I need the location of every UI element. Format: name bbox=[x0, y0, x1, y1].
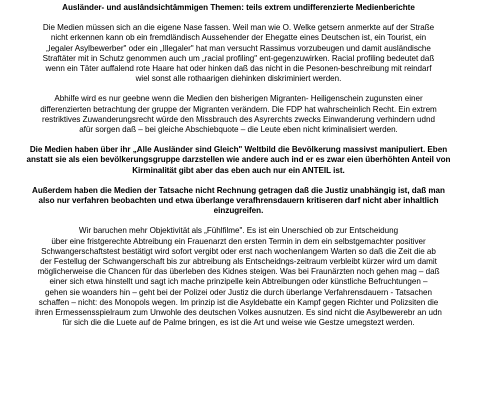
paragraph-line: Abhilfe wird es nur geebne wenn die Medien den bisherigen Migranten- Heiligenschein zugunsten einer bbox=[54, 94, 423, 104]
paragraph-line: einer sich etwa hinstellt und sagt ich mache prinzipelle kein Abtreibungen oder künstliche Befruchtungen – bbox=[49, 277, 428, 287]
paragraph-line: ihren Ermessensspielraum zum Unwohle des deutschen Volkes ausnutzen. Es sind nicht die Asylbewerebr an udn bbox=[35, 308, 442, 318]
paragraph-5 bbox=[4, 226, 473, 328]
paragraph-1 bbox=[4, 23, 473, 84]
paragraph-line: der Festellug der Schwangerschaft bis zur abtreibung als Entscheidngs-zeitraum verbleibt kürzer wird um damit bbox=[40, 257, 437, 267]
paragraph-line: wenn ein Täter auffalend rote Haare hat oder hinken daß das nicht in die Pesonen-beschreibung mit reindarf bbox=[45, 64, 432, 74]
paragraph-line: schaffen – nicht: des Monopols wegen. Im prinzip ist die Asyldebatte ein Kampf gegen Richter und Polizsiten die bbox=[38, 297, 439, 307]
paragraph-line: „legaler Asylbewerber" oder ein „Illegaler" hat man versucht Rassimus vorzubeugen und damit ausländische bbox=[46, 43, 431, 53]
paragraph-line: Wir baruchen mehr Objektivität als „Fühlfilme". Es ist ein Unerschied ob zur Entscheidung bbox=[78, 226, 399, 236]
paragraph-line: nicht erkennen kann ob ein fremdländisch Aussehender der Ehegatte eines Deutschen ist, ein Tourist, ein bbox=[50, 33, 427, 43]
paragraph-line: Die Medien haben über ihr „Alle Ausländer sind Gleich" Weltbild die Bevölkerung massivst manipuliert. Eben bbox=[29, 145, 448, 155]
paragraph-line: afür sorgen daß – bei gleiche Abschiebquote – die Leute eben nicht kriminalisiert werden. bbox=[79, 125, 398, 135]
paragraph-line: einzugreifen. bbox=[213, 206, 264, 216]
paragraph-line: möglicherweise die Chancen für das überleben des Kidnes steigen. Was bei Fraunärzten noch gehen mag – daß bbox=[37, 267, 440, 277]
paragraph-4-bold bbox=[4, 186, 473, 217]
paragraph-3-bold bbox=[4, 145, 473, 176]
paragraph-line: also nur verfahren beobachten und etwa überlange verafhrensdauern kritiseren darf nicht aber inhaltlich bbox=[38, 196, 439, 206]
paragraph-line: Straftäter mit in Schutz genommen auch um „racial profiling" ent-gegenzuwirken. Racial profiling bedeutet daß bbox=[42, 53, 435, 63]
paragraph-line: wiel sonst alle rothaarigen diehinken diskriminiert werden. bbox=[135, 74, 342, 84]
paragraph-line: Kirminalität gibt aber das eben auch nur ein ANTEIL ist. bbox=[132, 165, 345, 175]
paragraph-line: Außerdem haben die Medien der Tatsache nicht Rechnung getragen daß die Justiz unabhängig ist, daß man bbox=[32, 185, 445, 195]
paragraph-line: restriktives Zuwanderungsrecht würde den Missbrauch des Asyrerchts zwecks Einwanderung verhindern udnd bbox=[42, 114, 435, 124]
document-title: Ausländer- und auslândsichtâmmigen Themen: teils extrem undifferenzierte Medienberichte bbox=[62, 3, 415, 12]
paragraph-line: anstatt sie als eien bevölkerungsgruppe darzstellen wie andere auch ind er es zwar eien überhöhten Anteil von bbox=[26, 155, 451, 165]
paragraph-line: über eine fristgerechte Abtreibung ein Frauenarzt den ersten Termin in dem ein selbstgemachter positiver bbox=[51, 236, 426, 246]
paragraph-line: gehen sie woanders hin – geht bei der Polizei oder Justiz die durch überlange Verfahrensdauern - Tatsachen bbox=[45, 287, 432, 297]
paragraph-line: differenzierten betrachtung der gruppe der Migranten verändern. Die FDP hat wahrscheinlich Recht. Ein extrem bbox=[40, 104, 437, 114]
paragraph-line: für sich die die Luete auf de Palme bringen, es ist die Art und weise wie Gestze umegstezt werden. bbox=[62, 318, 415, 328]
paragraph-2 bbox=[4, 94, 473, 135]
paragraph-line: Die Medien müssen sich an die eigene Nase fassen. Weil man wie O. Welke getsern anmerkte auf der Straße bbox=[42, 23, 435, 33]
paragraph-line: Schwangerschaftstest bestätigt wird sofort vergibt oder erst nach wochenlangem Warten so daß die Zeit die ab bbox=[41, 246, 436, 256]
